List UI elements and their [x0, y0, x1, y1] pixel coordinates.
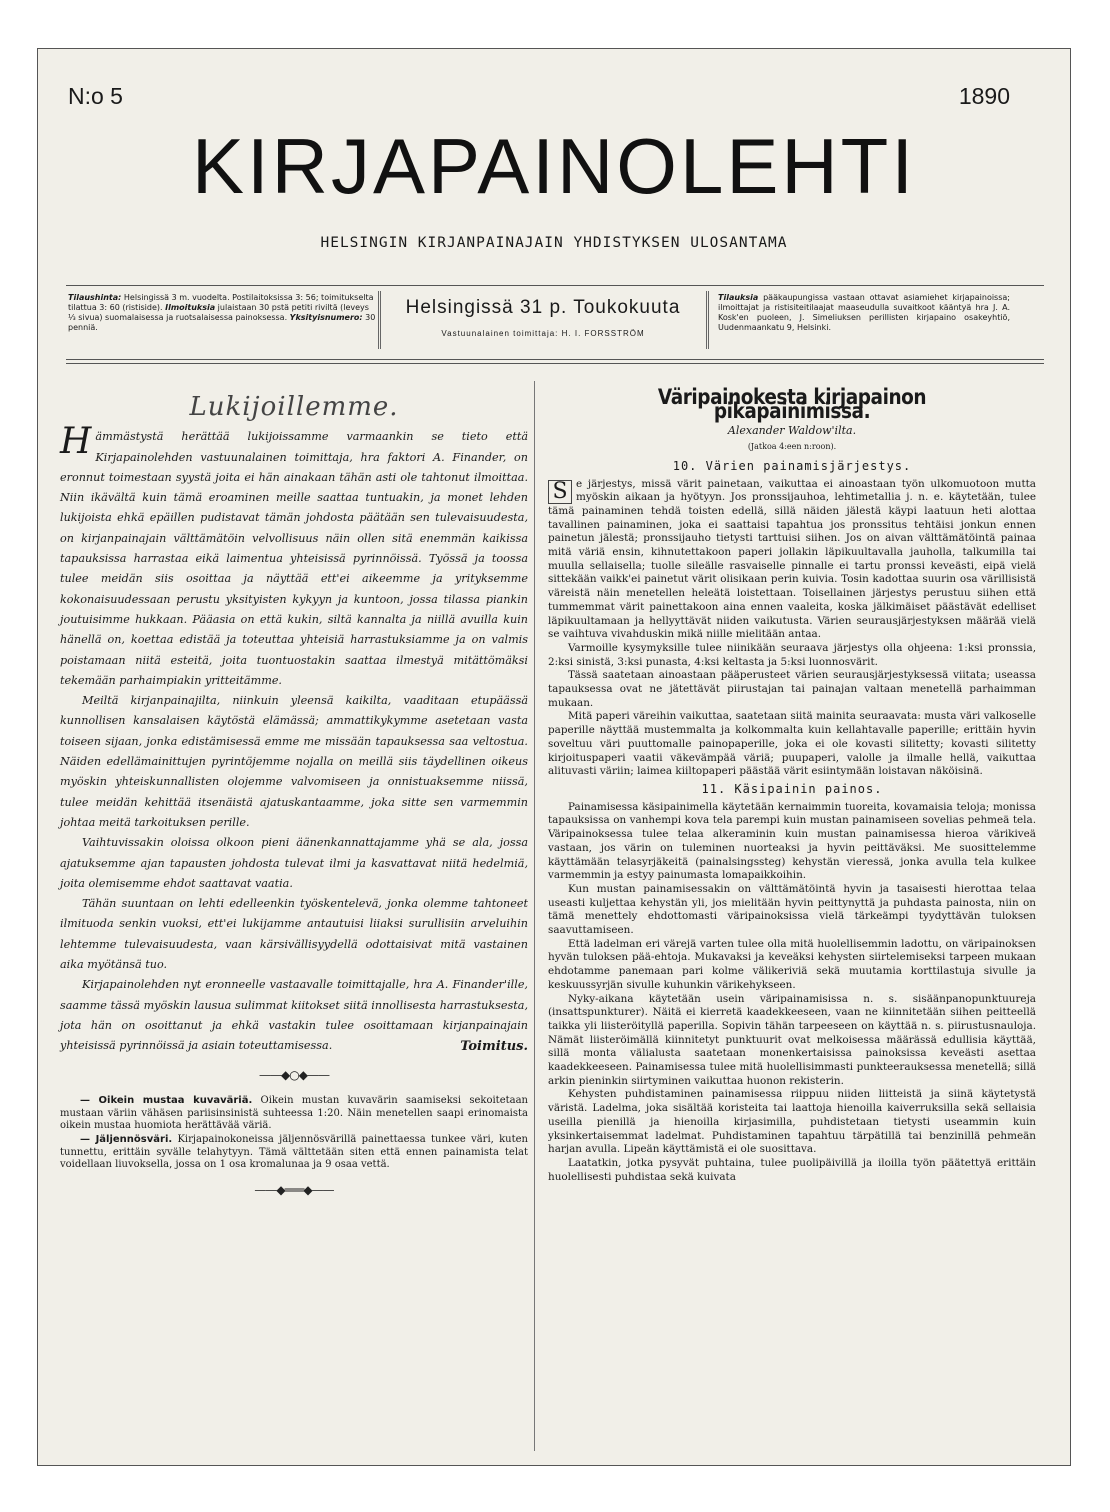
- note-heading: — Oikein mustaa kuvaväriä.: [80, 1095, 253, 1107]
- article-paragraph: Kun mustan painamisessakin on välttämätöintä hyvin ja tasaisesti hierottaa telaa useasti kuljettaa kehystän yli, jos mielitään hyvin peittynyttä ja puhdasta painosta, niin on tämä menettely ehdottomasti väripainoksissa vielä tärkeämpi tyydyttävän tuloksen saavuttamiseen.: [548, 882, 1036, 937]
- ads-text: julaistaan 30 pstä petiti riviltä (leveys ⅓ sivua) suomalaisessa ja ruotsalaisessa painoksessa.: [68, 303, 369, 322]
- newspaper-page: [37, 48, 1071, 1466]
- responsible-editor: Vastuunalainen toimittaja: H. I. FORSSTRÖM: [441, 329, 645, 338]
- column-divider: [534, 381, 535, 1451]
- editorial-paragraph: Vaihtuvissakin oloissa olkoon pieni äänenkannattajamme yhä se ala, jossa ajatuksemme ajan tapausten johdosta tulevat ilmi ja kasvattavat niitä hedelmiä, joita olemisemme ehdot saattavat vaatia.: [60, 836, 528, 890]
- note-heading: — Jäljennösväri.: [80, 1134, 173, 1146]
- editorial-paragraph: [60, 421, 528, 691]
- editorial-paragraph: Meiltä kirjanpainajilta, niinkuin yleensä kaikilta, vaaditaan etupäässä kunnollisen kansalaisen käytöstä elämässä; ammattikykymme asetetaan vasta toiseen sijaan, jonka edistämisessä emme me missään tapauksessa saa veltostua. Näiden edellämainittujen pyrintöjemme nojalla on meillä siis täydellinen oikeus myöskin yhteiskunnallisten olojemme valvomiseen ja onnistuaksemme niissä, tulee meidän kehittää itsenäistä ajatuskantaamme, joka sitte sen varmemmin johtaa meitä tarkoituksen perille.: [60, 694, 528, 829]
- article-paragraph: Kehysten puhdistaminen painamisessa riippuu niiden liitteistä ja siinä käytetystä väristä. Ladelma, joka sisältää koristeita tai laattoja hienoilla kaiverruksilla sekä sellaisia useilla pienillä ja hienoilla kirjasimilla, puhdistetaan tietysti useammin kuin yksinkertaisemmat ladelmat. Puhdistaminen tapahtuu tärpätillä tai benzinillä pehmeän harjan avulla. Lipeän käyttämistä ei ole suosittava.: [548, 1088, 1036, 1156]
- ornament-divider-bottom: ——◆═══◆——: [254, 1182, 334, 1197]
- editorial-paragraph: Tähän suuntaan on lehti edelleenkin työskentelevä, jonka olemme tahtoneet ilmituoda senkin vuoksi, ett'ei lukijamme antautuisi liiaksi surullisiin arveluihin lehtemme tulevaisuudesta, vaan kärsivällisyydellä odottaisivat mitä vastainen aika myötänsä tuo.: [60, 897, 528, 972]
- short-notes: [60, 1095, 528, 1171]
- editorial-text: ämmästystä herättää lukijoissamme varmaankin se tieto että Kirjapainolehden vastuunalainen toimittaja, hra faktori A. Finander, on eronnut toimestaan syystä joita ei hän ainakaan tähän asti ole tahtonut ilmoittaa. Niin ikävältä kuin tämä eroaminen meille saattaa tuntuakin, ja monet lehden lukijoista ehkä epäillen pudistavat tämän johdosta päätään sen tulevaisuudesta, on kirjanpainajain välttämätöin velvollisuus näin ollen sitä enemmän kaikissa tapauksissa harrastaa eikä laimentua yhteisissä pyrinnöissä. Työssä ja toossa tulee meidän siis osoittaa ja näyttää ett'ei aikeemme ja yrityksemme kokonaisuudessaan perustu yksityisten kykyyn ja kuntoon, jossa tilassa piankin joutuisimme hukkaan. Pääasia on että kukin, siltä kannalta ja niillä avuilla kuin hänellä on, koettaa edistää ja toteuttaa yhteisiä harrastuksiamme ja on valmis poistamaan niitä esteitä, joita tuontuostakin saattaa ilmestyä mitättömäksi tekemään parhaimpiakin yritteitämme.: [60, 430, 528, 687]
- article-paragraph: Että ladelman eri värejä varten tulee olla mitä huolellisemmin ladottu, on väripainoksen hyvän tuloksen pää-ehtoja. Mukavaksi ja keveäksi kehysten siirtelemiseksi tarpeen mukaan ehdotamme panemaan pari kolme välikeriviä sekä muutamia korttilastuja sivulle ja keskuussyrjän sivulle kuhunkin värikehykseen.: [548, 937, 1036, 991]
- header-rule-top: [66, 285, 1044, 286]
- article-paragraph: [548, 478, 1036, 642]
- editorial-signature: Toimitus.: [460, 1038, 528, 1054]
- article-paragraph: Nyky-aikana käytetään usein väripainamisissa n. s. sisäänpanopunktuureja (insattspunkturer). Näitä ei kierretä kaadekkeeseen, vaan ne kiinnitetään siihen peitteellä taikka yli liisteröityllä paperilla. Sopivin tähän tarpeeseen on käyttää n. s. piirustusnauloja. Nämät liisteröimällä kiinnitetyt punktuurit ovat melkoisessa määrässä edullisia käyttää, sillä monta välialusta saatetaan monenkertaisissa painoksissa keveästi asettaa kaadekkeeseen. Painamisessa tulee mitä huolellisimmasti punkteerauksessa menetellä; sillä arkin pieninkin siirtyminen vaikuttaa huonon rekisterin.: [548, 992, 1036, 1087]
- note-text: Oikein mustan kuvavärin saamiseksi sekoitetaan mustaan väriin vähäsen pariisinsinistä suhteessa 1:20. Näin menetellen saapi erinomaista oikein mustaa huomiota herättävää väriä.: [60, 1095, 528, 1131]
- editorial-body: [60, 421, 528, 1056]
- article-paragraph: Tässä saatetaan ainoastaan pääperusteet värien seurausjärjestyksessä viitata; useassa tapauksessa ovat ne jätettävät piirustajan tai painajan valtaan menetellä parhaimman mukaan.: [548, 669, 1036, 709]
- note-item: [60, 1134, 528, 1171]
- ads-label: Ilmoituksia: [165, 303, 216, 312]
- info-divider-right: [706, 291, 709, 349]
- single-issue-label: Yksityisnumero:: [289, 313, 363, 322]
- article-paragraph: Varmoille kysymyksille tulee niinikään seuraava järjestys olla ohjeena: 1:ksi pronssia, 2:ksi sinistä, 3:ksi punasta, 4:ksi keltasta ja 5:ksi luonnosvärit.: [548, 641, 1036, 668]
- date-box: [388, 297, 698, 338]
- left-column: [60, 389, 528, 1210]
- orders-text: pääkaupungissa vastaan ottavat asiamiehet kirjapainoissa; ilmoittajat ja ristisiteitilaajat maaseudulla suvaitkoot kääntyä hra J. A. Kosk'en puoleen, J. Simeliuksen perillisten kirjapaino osakeyhtiö, Uudenmaankatu 9, Helsinki.: [718, 293, 1010, 332]
- note-text: Kirjapainokoneissa jäljennösvärillä painettaessa tunkee väri, kuten tunnettu, erittäin syvälle telahytyyn. Tämä välttetään siten että ennen painamista telat voidellaan liuvoksella, jossa on 1 osa kromalunaa ja 9 osaa vettä.: [60, 1134, 528, 1171]
- masthead-subtitle: HELSINGIN KIRJANPAINAJAIN YHDISTYKSEN ULOSANTAMA: [320, 235, 788, 251]
- editorial-paragraph: Kirjapainolehden nyt eronneelle vastaavalle toimittajalle, hra A. Finander'ille, saamme tässä myöskin lausua sulimmat kiitokset siitä innollisesta harrastuksesta, jota hän on osoittanut ja ehkä vastakin tulee osoittamaan kirjanpainajain yhteisissä pyrinnöissä ja asiain toteuttamisessa.: [60, 978, 528, 1053]
- masthead-title: KIRJAPAINOLEHTI: [191, 122, 917, 210]
- subscription-info: [68, 293, 378, 333]
- section-heading-11: 11. Käsipainin painos.: [701, 781, 883, 796]
- note-item: [60, 1095, 528, 1132]
- info-divider-left: [378, 291, 381, 349]
- article-paragraph: Mitä paperi väreihin vaikuttaa, saatetaan siitä mainita seuraavata: musta väri valkoselle paperille näyttää mustemmalta ja kolkommalta kuin kellahtavalle paperille; erittäin hyvin soveltuu väri puuttomalle painopaperille, joka ei ole kovasti silitetty; kovasti silitetty kirjoituspaperi vaatii väkevämpää väriä; puupaperi, valolle ja ilmalle hellä, vaikuttaa alituvasti väriin; laimea kiiltopaperi päästää värit esiintymään loistavan näköisinä.: [548, 710, 1036, 778]
- issue-number: N:o 5: [68, 83, 123, 109]
- article-dropcap: S: [548, 480, 572, 504]
- orders-info: [718, 293, 1010, 333]
- editorial-title: Lukijoillemme.: [189, 392, 399, 422]
- single-issue-text: 30 penniä.: [68, 313, 376, 332]
- header-rule-bottom: [66, 359, 1044, 364]
- publication-date: Helsingissä 31 p. Toukokuuta: [405, 297, 681, 318]
- article-text: e järjestys, missä värit painetaan, vaikuttaa ei ainoastaan työn ulkomuotoon mutta myöskin aikaan ja hyötyyn. Jos pronssijauhoa, lehtimetallia j. n. e. käytetään, tulee tämä painaminen tehdä toisten edellä, sillä näiden jälestä käypi laatuun heti alottaa tavallinen painaminen, joka ei saattaisi tapahtua jos pronssitus tehtäisi jonkun ennen painetun jälestä; pronssijauho tietysti tarttuisi siihen. Jos on aivan välttämätöintä painaa mitä väriä ensin, kihnutettakoon paperi jollakin läpikuultavalla jauholla, talkumilla tai muulla sellaisella; tuolle sileälle rasvaiselle pinnalle ei tartu pronssi keveästi, eipä vielä sittekään vaikk'ei painetut värit olisikaan perin kuivia. Tosin kadottaa suurin osa värillisistä väreistä näin menetellen heleätä loistettaan. Toisellainen järjestys perustuu siihen että tummemmat värit painettakoon aina ennen vaaleita, koska jälkimäiset päästävät edelliset läpikuultamaan ja hellyyttävät niiden vaikutusta. Värien seurausjärjestyksen määrää vielä se vaihtuva vivahduskin mikä niille mielitään antaa.: [548, 477, 1036, 641]
- article-paragraph: Laatatkin, jotka pysyvät puhtaina, tulee puolipäivillä ja iloilla työn päätettyä erittäin huolellisesti puhdistaa sekä kuivata: [548, 1156, 1036, 1183]
- article-continuation: (Jatkoa 4:een n:roon).: [747, 442, 837, 452]
- subscription-label: Tilaushinta:: [68, 293, 122, 302]
- ornament-divider: ——◆○◆——: [259, 1067, 329, 1082]
- issue-year: 1890: [958, 83, 1010, 109]
- orders-label: Tilauksia: [718, 293, 759, 302]
- subscription-text: Helsingissä 3 m. vuodelta. Postilaitoksissa 3: 56; toimitukselta tilattua 3: 60 (ristiside).: [68, 293, 374, 312]
- right-column: [548, 385, 1036, 1184]
- editorial-dropcap: H: [60, 421, 92, 463]
- article-paragraph: Painamisessa käsipainimella käytetään kernaimmin tuoreita, kovamaisia teloja; monissa tapauksissa on vanhempi kova tela parempi kuin mustan painamiseen sovelias pehmeä tela. Väripainoksessa tulee telaa alkeraminin kuin mustan painamisessa hieroa värikiveä vastaan, jos värin on tuleminen nuorteaksi ja hyvin peittäväksi. Me suosittelemme käyttämään telasyrjäkeitä (painalsingssteg) kehystän vieressä, jonka avulla tela kulkee varmemmin ja estyy painumasta lomapaikkoihin.: [548, 800, 1036, 882]
- section-heading-10: 10. Värien painamisjärjestys.: [672, 458, 912, 473]
- article-title: Väripainokesta kirjapainon pikapainimissa.: [657, 385, 927, 423]
- article-author: Alexander Waldow'ilta.: [727, 424, 857, 438]
